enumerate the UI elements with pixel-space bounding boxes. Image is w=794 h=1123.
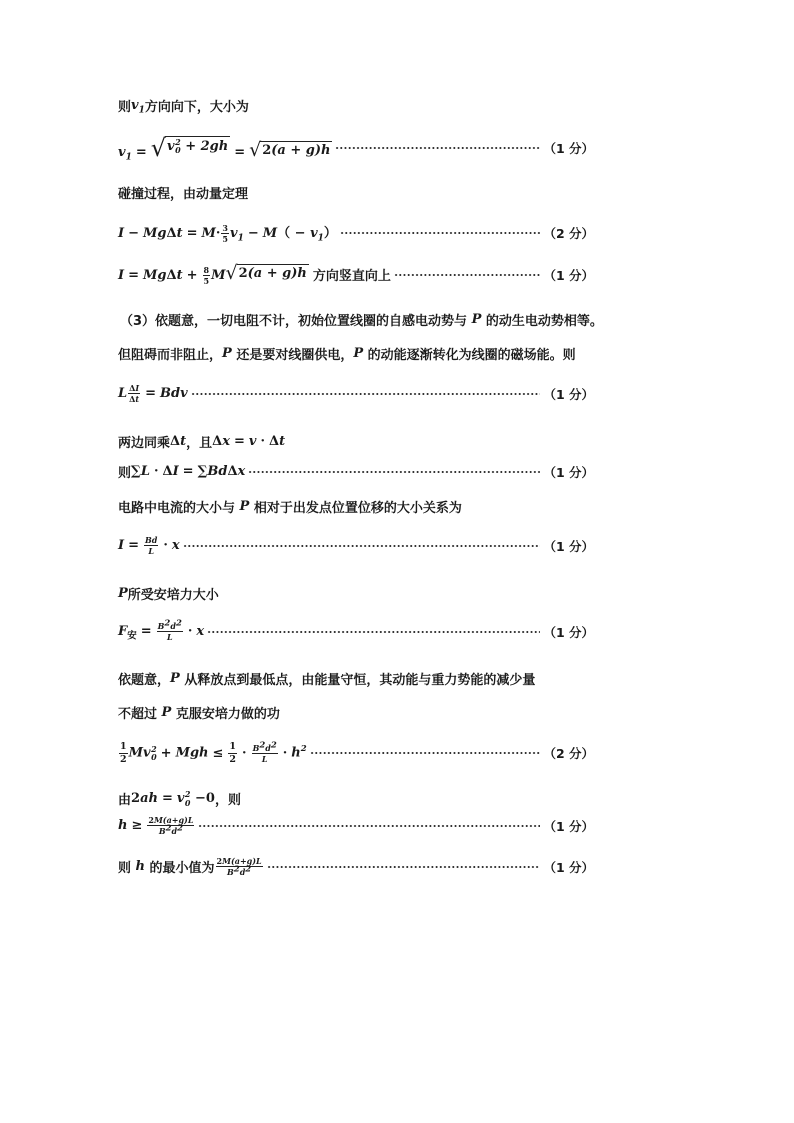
line-collision: 碰撞过程，由动量定理 <box>118 187 249 202</box>
formula-ampere-force: $F_安$ = $\frac{B^2d^2}{L}$ · x <box>118 618 205 642</box>
formula-h-inequality: h ≥ $\frac{2M(a+g)L}{B^2d^2}$ <box>118 815 194 836</box>
line-ampere-force-formula <box>118 618 594 642</box>
line-current-formula <box>118 536 594 555</box>
formula-current: I = $\frac{Bd}{L}$ · x <box>118 535 180 556</box>
line-emf-equation <box>118 384 594 403</box>
score-label: （1 分） <box>543 267 594 283</box>
dot-leader <box>340 231 541 235</box>
score-label: （1 分） <box>543 141 594 156</box>
formula-energy-inequality: $\frac{1}{2}$ Mv 2 0 + Mgh ≤ $\frac{1}{2}$ · $\frac{B^2d^2}{L}$ · $h^2$ <box>120 739 307 765</box>
formula-impulse: I = MgΔt + $\frac{8}{5}$ M √ 2(a + g)h <box>118 262 307 286</box>
formula-h-min: $\frac{2M(a+g)L}{B^2d^2}$ <box>216 856 262 877</box>
line-impulse-result: I = MgΔt + $\frac{8}{5}$ M √ 2(a + g)h 方向竖直向上 （1 分） <box>118 262 594 286</box>
line-h-minimum: 则 h 的最小值为 $\frac{2M(a+g)L}{B^2d^2}$ （1 分） <box>118 856 594 877</box>
line-part3-energy: 但阻碍而非阻止， P 还是要对线圈供电， P 的动能逐渐转化为线圈的磁场能。则 <box>118 346 576 363</box>
line-kinematic-relation: 由 2ah = v 2 0 −0 ，则 <box>118 789 241 808</box>
score-label: （1 分） <box>543 859 594 875</box>
line-current-relation: 电路中电流的大小与 P 相对于出发点位置位移的大小关系为 <box>118 499 462 516</box>
formula-v1: $v_1$ = √ v 2 0 + 2gh = √ 2(a + g)h <box>118 134 331 163</box>
score-label: （1 分） <box>543 624 594 640</box>
score-label: （1 分） <box>543 464 594 480</box>
line-work-ampere: 不超过 P 克服安培力做的功 <box>118 705 280 722</box>
line-energy-conservation: 依题意， P 从释放点到最低点，由能量守恒，其动能与重力势能的减少量 <box>118 671 536 688</box>
dot-leader <box>248 470 540 474</box>
dot-leader <box>335 146 540 150</box>
line-part3-intro: （3）依题意，一切电阻不计，初始位置线圈的自感电动势与 P 的动生电动势相等。 <box>120 312 603 329</box>
score-label: （1 分） <box>543 818 594 834</box>
dot-leader <box>183 544 541 548</box>
dot-leader <box>310 751 541 755</box>
math-v1: $v_1$ <box>131 98 145 116</box>
score-label: （1 分） <box>543 386 594 402</box>
math-P: P <box>467 312 486 327</box>
dot-leader <box>267 865 541 869</box>
line-ampere-force-title: P 所受安培力大小 <box>118 586 219 603</box>
formula-emf: L $\frac{\Delta I}{\Delta t}$ = Bdv <box>118 383 188 404</box>
dot-leader <box>198 824 540 828</box>
line-momentum-theorem <box>118 222 594 243</box>
dot-leader <box>191 392 541 396</box>
score-label: （1 分） <box>543 538 594 554</box>
formula-sum: ∑L · ΔI = ∑BdΔx <box>131 464 246 479</box>
line-sum-equation: 则 ∑L · ΔI = ∑BdΔx （1 分） <box>118 464 594 481</box>
line-v1-formula <box>118 134 594 163</box>
line-v1-direction: 则 $v_1$ 方向向下，大小为 <box>118 98 249 116</box>
score-label: （2 分） <box>543 225 594 241</box>
line-h-inequality <box>118 816 594 835</box>
formula-kinematic: 2ah = v 2 0 −0 <box>131 789 215 808</box>
line-multiply-dt: 两边同乘 Δt ，且 Δx = v · Δt <box>118 434 286 451</box>
formula-momentum: I − MgΔt = M· $\frac{3}{5}$ $v_1 - M( - v_1)$ <box>118 223 337 244</box>
dot-leader <box>394 273 541 277</box>
score-label: （2 分） <box>543 746 594 761</box>
line-energy-inequality <box>118 739 594 765</box>
dot-leader <box>207 630 540 634</box>
